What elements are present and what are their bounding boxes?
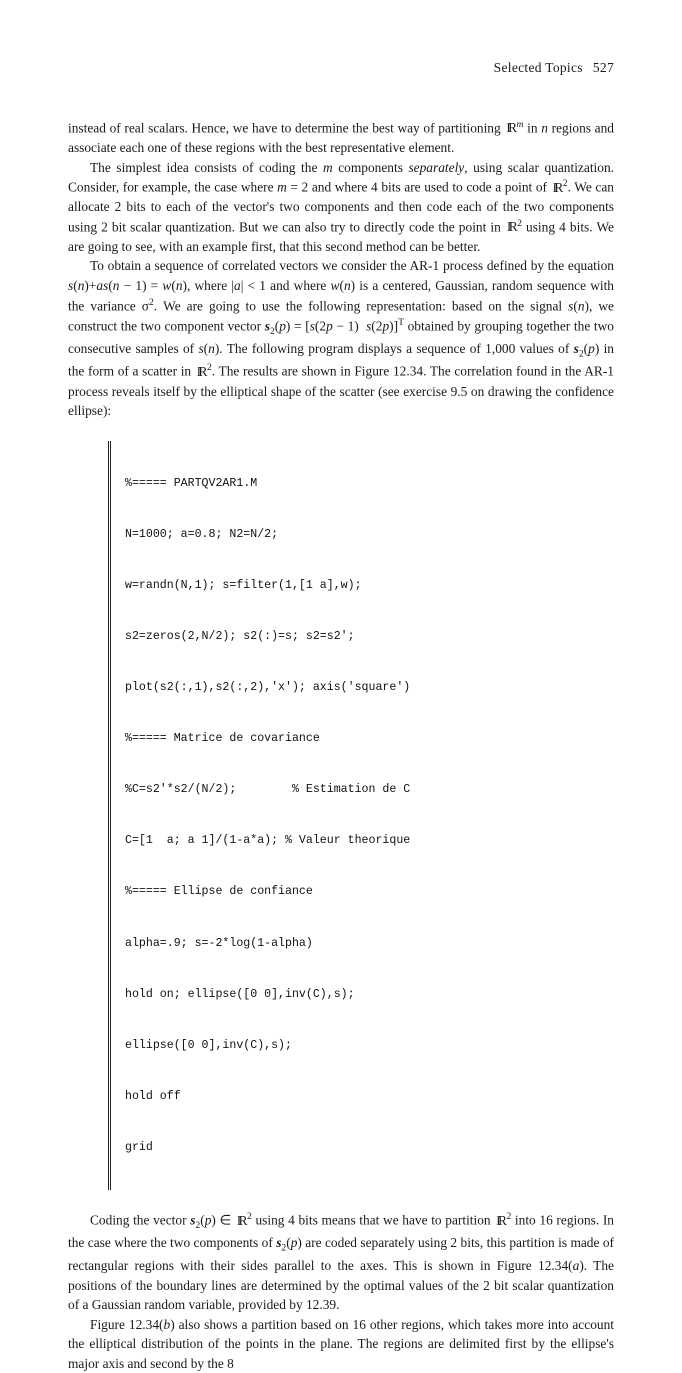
code-line: %===== Matrice de covariance	[125, 732, 320, 746]
code-line: alpha=.9; s=-2*log(1-alpha)	[125, 936, 313, 950]
code-line: s2=zeros(2,N/2); s2(:)=s; s2=s2';	[125, 630, 355, 643]
code-line: hold off	[125, 1089, 181, 1103]
paragraph-2: The simplest idea consists of coding the m components separately, using scalar quantization. Consider, for example, the case where m = 2 and where 4 bits are used to code a point of I $R^2$. We can allocate 2 bits to each of the vector's two components and then code each of the two components using 2 bit scalar quantization. But we can also try to directly code the point in I $R^2$ using 4 bits. We are going to see, with an example first, that this second method can be better.	[68, 158, 614, 257]
code-line: plot(s2(:,1),s2(:,2),'x'); axis('square')	[125, 681, 411, 695]
paragraph-5: Figure 12.34(b) also shows a partition based on 16 other regions, which takes more into account the elliptical distribution of the points in the plane. The regions are delimited first by the ellipse's major axis and second by the 8	[68, 1316, 614, 1371]
running-head-title: Selected Topics	[493, 60, 583, 75]
code-line: %C=s2'*s2/(N/2); % Estimation de C	[125, 783, 411, 797]
code-line: ellipse([0 0],inv(C),s);	[125, 1038, 292, 1052]
code-line: hold on; ellipse([0 0],inv(C),s);	[125, 987, 355, 1001]
code-line: N=1000; a=0.8; N2=N/2;	[125, 527, 279, 541]
code-line: C=[1 a; a 1]/(1-a*a); % Valeur theorique	[125, 834, 411, 848]
code-line: w=randn(N,1); s=filter(1,[1 a],w);	[125, 578, 362, 592]
code-line: %===== PARTQV2AR1.M	[125, 476, 258, 490]
paragraph-4: Coding the vector $s_2(p)$ ∈ I $R^2$ using 4 bits means that we have to partition I $R^2$ into 16 regions. In the case where the two components of $s_2(p)$ are coded separately using 2 bits, this partition is made of rectangular regions with their sides parallel to the axes. This is shown in Figure 12.34(a). The positions of the boundary lines are determined by the optimal values of the 2 bit scalar quantization of a Gaussian random variable, provided by 12.39.	[68, 1210, 614, 1315]
paragraph-1: instead of real scalars. Hence, we have to determine the best way of partitioning I $R^m$ in n regions and associate each one of these regions with the best representative element.	[68, 118, 614, 158]
running-head	[68, 60, 614, 76]
code-line: %===== Ellipse de confiance	[125, 885, 313, 899]
code-line: grid	[125, 1140, 153, 1154]
paragraph-3: To obtain a sequence of correlated vectors we consider the AR-1 process defined by the equation s(n)+as(n − 1) = w(n), where |a| < 1 and where w(n) is a centered, Gaussian, random sequence with the variance $\sigma^2$. We are going to use the following representation: based on the signal s(n), we construct the two component vector $s_2(p) = [s(2p - 1)$ s(2p)]$^T$ obtained by grouping together the two consecutive samples of s(n). The following program displays a sequence of 1,000 values of $s_2(p)$ in the form of a scatter in I $R^2$. The results are shown in Figure 12.34. The correlation found in the AR-1 process reveals itself by the elliptical shape of the scatter (see exercise 9.5 on drawing the confidence ellipse):	[68, 256, 614, 420]
code-listing	[108, 441, 595, 1190]
page-number: 527	[592, 60, 614, 75]
